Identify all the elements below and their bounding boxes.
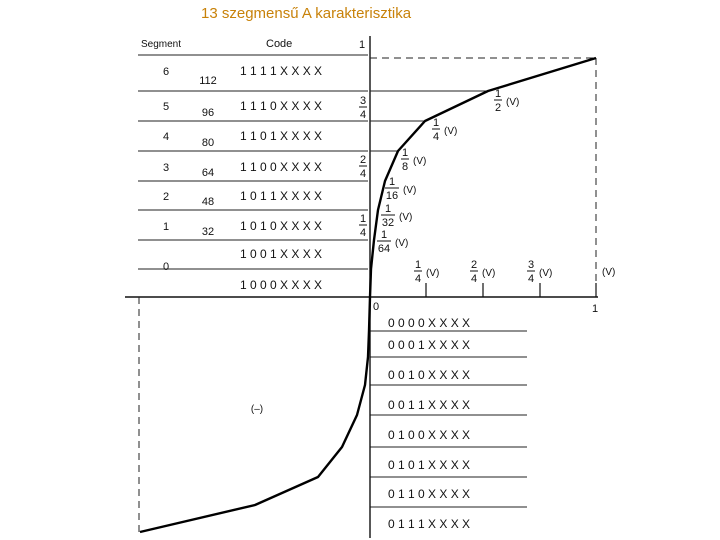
negative-code: 0 0 0 1 X X X X: [388, 338, 471, 352]
curve-breakpoint-label-unit: (V): [399, 212, 413, 223]
segment-number: 1: [162, 221, 170, 233]
negative-code: 0 1 1 1 X X X X: [388, 517, 471, 531]
curve-breakpoint-label-numerator: 1: [432, 117, 440, 129]
slide-title: 13 szegmensű A karakterisztika: [201, 5, 412, 22]
segment-code: 1 1 0 1 X X X X: [240, 129, 323, 143]
curve-breakpoint-label-unit: (V): [506, 97, 520, 108]
y-axis-fraction-numerator: 3: [359, 95, 367, 107]
curve-breakpoint-label-denominator: 32: [381, 217, 395, 229]
x-ticks: [426, 283, 596, 297]
curve-breakpoint-label-denominator: 4: [432, 131, 440, 143]
negative-code: 0 1 0 1 X X X X: [388, 458, 471, 472]
y-axis-fraction-denominator: 4: [359, 109, 367, 121]
segment-value: 96: [201, 107, 215, 119]
segment-value: 64: [201, 167, 215, 179]
segment-code: 1 1 1 0 X X X X: [240, 99, 323, 113]
segment-number: 3: [162, 162, 170, 174]
segment-value: 112: [199, 75, 217, 87]
x-axis-one: 1: [591, 303, 599, 315]
segment-code: 1 0 0 0 X X X X: [240, 278, 323, 292]
segment-value: 48: [201, 196, 215, 208]
negative-region-label: (–): [250, 404, 264, 415]
segment-number: 5: [162, 101, 170, 113]
segment-code: 1 0 1 1 X X X X: [240, 189, 323, 203]
x-axis-unit: (V): [602, 267, 616, 278]
x-axis-fraction-denominator: 4: [470, 273, 478, 285]
curve-breakpoint-label-unit: (V): [403, 185, 417, 196]
negative-code: 0 1 1 0 X X X X: [388, 487, 471, 501]
x-axis-fraction-unit: (V): [426, 268, 440, 279]
segment-number: 4: [162, 131, 170, 143]
lower-grid: [370, 331, 527, 507]
curve-breakpoint-label-denominator: 16: [385, 190, 399, 202]
x-axis-fraction-denominator: 4: [414, 273, 422, 285]
y-axis-fraction-denominator: 4: [359, 227, 367, 239]
curve-breakpoint-label-unit: (V): [413, 156, 427, 167]
characteristic-curve: [140, 58, 599, 532]
segment-value: 32: [201, 226, 215, 238]
curve-breakpoint-label-numerator: 1: [401, 147, 409, 159]
segment-number: 0: [162, 261, 170, 273]
segment-number: 2: [162, 191, 170, 203]
segment-value: 80: [201, 137, 215, 149]
curve-breakpoint-label-unit: (V): [395, 238, 409, 249]
segment-code: 1 0 1 0 X X X X: [240, 219, 323, 233]
segment-code: 1 0 0 1 X X X X: [240, 247, 323, 261]
x-axis-fraction-numerator: 1: [414, 259, 422, 271]
negative-code: 0 0 1 0 X X X X: [388, 368, 471, 382]
negative-code: 0 0 0 0 X X X X: [388, 316, 471, 330]
curve-breakpoint-label-numerator: 1: [380, 229, 388, 241]
x-axis-fraction-unit: (V): [539, 268, 553, 279]
x-axis-fraction-unit: (V): [482, 268, 496, 279]
header-code: Code: [266, 38, 293, 50]
segment-number: 6: [162, 66, 170, 78]
negative-code: 0 0 1 1 X X X X: [388, 398, 471, 412]
curve-breakpoint-label-denominator: 2: [494, 102, 502, 114]
segment-code: 1 1 1 1 X X X X: [240, 64, 323, 78]
curve-breakpoint-label-numerator: 1: [384, 203, 392, 215]
y-axis-one: 1: [358, 39, 366, 51]
curve-breakpoint-label-denominator: 8: [401, 161, 409, 173]
curve-breakpoint-label-numerator: 1: [494, 88, 502, 100]
dashed-boundary: [139, 58, 599, 532]
x-axis-fraction-numerator: 3: [527, 259, 535, 271]
y-axis-fraction-numerator: 1: [359, 213, 367, 225]
segment-code: 1 1 0 0 X X X X: [240, 160, 323, 174]
curve-breakpoint-label-numerator: 1: [388, 176, 396, 188]
y-axis-fraction-numerator: 2: [359, 154, 367, 166]
curve-breakpoint-label-unit: (V): [444, 126, 458, 137]
x-axis-fraction-denominator: 4: [527, 273, 535, 285]
y-axis-fraction-denominator: 4: [359, 168, 367, 180]
negative-code: 0 1 0 0 X X X X: [388, 428, 471, 442]
header-segment: Segment: [141, 39, 182, 50]
x-axis-fraction-numerator: 2: [470, 259, 478, 271]
x-axis-zero: 0: [372, 301, 380, 313]
curve-breakpoint-label-denominator: 64: [377, 243, 391, 255]
